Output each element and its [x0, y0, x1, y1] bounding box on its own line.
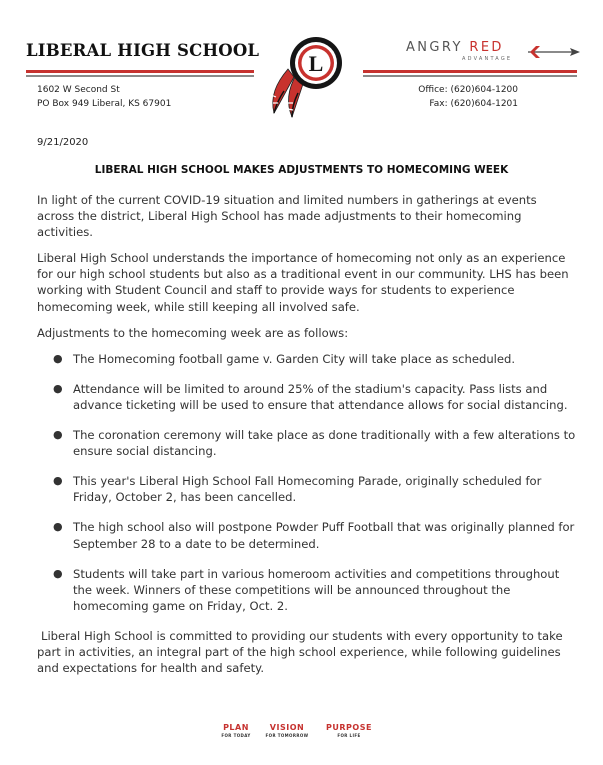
- logo-letter: L: [308, 51, 324, 76]
- motto-plan: [216, 723, 256, 738]
- list-item: [37, 381, 577, 413]
- motto-vision-sub: FOR TOMORROW: [265, 733, 309, 738]
- letter-body: [37, 192, 577, 686]
- motto-purpose: [318, 723, 380, 738]
- closing-paragraph: Liberal High School is committed to providing our students with every opportunity to take part in activities, an integral part of the high school experience, while following guidelines and expectations for health and safety.: [37, 628, 563, 676]
- motto-purpose-word: PURPOSE: [326, 723, 372, 732]
- adjustments-list: [37, 351, 577, 614]
- list-item: [37, 519, 577, 551]
- footer-motto: [0, 723, 603, 743]
- paragraph: Liberal High School understands the importance of homecoming not only as an experience for our high school students but also as a traditional event in our community. LHS has been working with Student Council and staff to provide ways for students to experience homecoming week, while still keeping all involved safe.: [37, 251, 569, 314]
- headline: LIBERAL HIGH SCHOOL MAKES ADJUSTMENTS TO HOMECOMING WEEK: [94, 164, 509, 176]
- list-item-text: Attendance will be limited to around 25% of the stadium's capacity. Pass lists and advance ticketing will be used to ensure that attendance allows for social distancing.: [73, 381, 568, 412]
- header-rule-gray-left: [26, 75, 254, 77]
- list-item-text: The coronation ceremony will take place as done traditionally with a few alterations to ensure social distancing.: [73, 428, 576, 459]
- motto-vision: [262, 723, 312, 738]
- list-item: [37, 473, 577, 505]
- red-word: RED: [469, 40, 504, 55]
- motto-purpose-sub: FOR LIFE: [337, 733, 361, 738]
- office-phone: Office: (620)604-1200: [418, 85, 518, 95]
- paragraph: Adjustments to the homecoming week are as follows:: [37, 325, 349, 340]
- list-item-text: The Homecoming football game v. Garden City will take place as scheduled.: [73, 351, 516, 366]
- phone-block: [418, 83, 518, 111]
- motto-vision-word: VISION: [269, 723, 305, 732]
- angry-word: ANGRY: [406, 40, 463, 55]
- bullet-icon: ●: [53, 428, 63, 442]
- school-logo: [266, 33, 346, 119]
- address-line-2: PO Box 949 Liberal, KS 67901: [37, 99, 172, 109]
- header-rule-red-left: [26, 70, 254, 73]
- motto-plan-sub: FOR TODAY: [221, 733, 251, 738]
- header-rule-gray-right: [363, 75, 577, 77]
- list-item-text: The high school also will postpone Powder Puff Football that was originally planned for September 28 to a date to be determined.: [73, 520, 575, 551]
- letter-date: 9/21/2020: [37, 137, 89, 148]
- bullet-icon: ●: [53, 474, 63, 488]
- angry-red-logo: [400, 40, 580, 70]
- bullet-icon: ●: [53, 351, 63, 365]
- list-item: [37, 427, 577, 459]
- angry-red-wordmark: [406, 40, 504, 55]
- address-line-1: 1602 W Second St: [37, 85, 120, 95]
- bullet-icon: ●: [53, 566, 63, 580]
- header-rule-red-right: [363, 70, 577, 73]
- list-item: [37, 566, 577, 614]
- motto-plan-word: PLAN: [223, 723, 249, 732]
- bullet-icon: ●: [53, 520, 63, 534]
- bullet-icon: ●: [53, 381, 63, 395]
- list-item: [37, 351, 577, 367]
- list-item-text: Students will take part in various homeroom activities and competitions throughout the week. Winners of these competitions will be announced throughout the homecoming game on Friday, Oct. 2.: [73, 566, 560, 613]
- school-name: LIBERAL HIGH SCHOOL: [26, 41, 260, 60]
- address-block: [37, 83, 171, 111]
- advantage-word: ADVANTAGE: [462, 56, 513, 62]
- list-item-text: This year's Liberal High School Fall Homecoming Parade, originally scheduled for Friday, October 2, has been cancelled.: [73, 474, 542, 505]
- paragraph: In light of the current COVID-19 situation and limited numbers in gatherings at events across the district, Liberal High School has made adjustments to their homecoming activities.: [37, 193, 537, 240]
- fax-number: Fax: (620)604-1201: [429, 99, 518, 109]
- arrow-icon: [528, 42, 580, 58]
